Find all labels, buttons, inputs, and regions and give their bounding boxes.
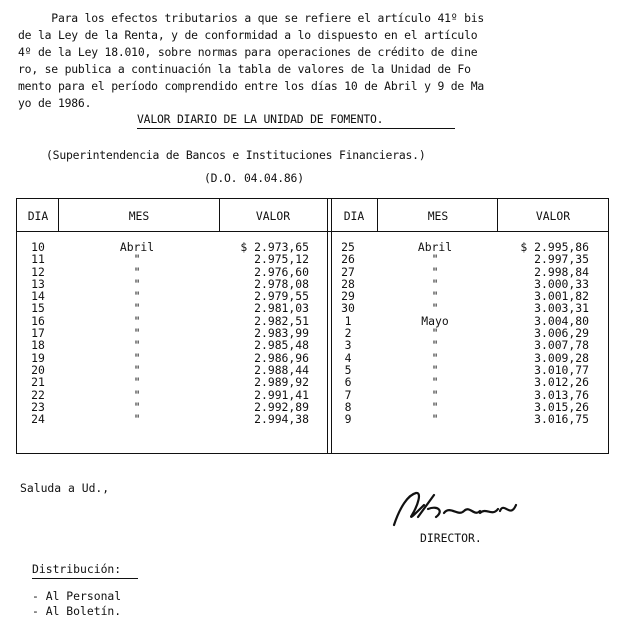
month-cell: " [133, 375, 141, 390]
table-left-border [16, 198, 17, 454]
value-cell: 3.010,77 [534, 362, 589, 377]
divider-day-month-left [58, 198, 59, 231]
day-cell: 27 [341, 264, 355, 279]
header-day-right: DIA [343, 209, 365, 223]
day-cell: 15 [31, 301, 45, 316]
distribution-list [32, 589, 121, 618]
value-cell: 2.978,08 [254, 276, 309, 291]
day-cell: 1 [344, 313, 352, 328]
distribution-title: Distribución: [32, 562, 122, 576]
day-cell: 23 [31, 399, 45, 414]
day-cell: 30 [341, 301, 355, 316]
value-cell: 2.979,55 [254, 289, 309, 304]
value-cell: $ 2.973,65 [240, 240, 309, 254]
value-cell: 2.988,44 [254, 362, 309, 377]
closing-greeting: Saluda a Ud., [20, 481, 110, 495]
intro-line: ro, se publica a continuación la tabla de valores de la Unidad de Fo [18, 62, 471, 76]
day-cell: 7 [344, 387, 352, 402]
value-cell: 2.992,89 [254, 399, 309, 414]
director-signature [388, 487, 528, 531]
month-cell: " [133, 412, 141, 427]
month-column-left [102, 241, 172, 425]
value-cell: 2.981,03 [254, 301, 309, 316]
month-cell: Mayo [421, 313, 449, 328]
intro-line: 4º de la Ley 18.010, sobre normas para operaciones de crédito de dine [18, 45, 478, 59]
value-cell: 3.012,26 [534, 375, 589, 390]
publication-date: (D.O. 04.04.86) [204, 171, 304, 185]
value-cell: 3.007,78 [534, 338, 589, 353]
distribution-item: - Al Boletín. [32, 603, 122, 618]
month-cell: " [133, 326, 141, 341]
month-cell: " [133, 289, 141, 304]
header-value-left: VALOR [255, 209, 291, 223]
value-cell: 3.003,31 [534, 301, 589, 316]
value-cell: 2.994,38 [254, 412, 309, 427]
day-cell: 28 [341, 276, 355, 291]
month-cell: " [133, 264, 141, 279]
day-column-left [24, 241, 52, 425]
day-cell: 3 [344, 338, 352, 353]
value-cell: 2.975,12 [254, 252, 309, 267]
month-cell: Abril [417, 240, 453, 254]
month-cell: Abril [119, 240, 155, 254]
header-day-left: DIA [27, 209, 49, 223]
day-cell: 29 [341, 289, 355, 304]
month-cell: " [133, 313, 141, 328]
month-cell: " [133, 276, 141, 291]
day-cell: 6 [344, 375, 352, 390]
month-cell: " [133, 362, 141, 377]
month-cell: " [431, 375, 439, 390]
header-value-right: VALOR [535, 209, 571, 223]
header-month-right: MES [427, 209, 449, 223]
value-cell: $ 2.995,86 [520, 240, 589, 254]
divider-month-value-left [219, 198, 220, 231]
value-cell: 3.006,29 [534, 326, 589, 341]
value-cell: 2.986,96 [254, 350, 309, 365]
day-cell: 9 [344, 412, 352, 427]
month-cell: " [431, 387, 439, 402]
day-cell: 11 [31, 252, 45, 267]
signer-title: DIRECTOR. [420, 531, 482, 545]
month-cell: " [431, 362, 439, 377]
value-cell: 2.976,60 [254, 264, 309, 279]
month-cell: " [431, 252, 439, 267]
value-column-right [496, 241, 589, 425]
day-cell: 12 [31, 264, 45, 279]
value-cell: 2.989,92 [254, 375, 309, 390]
divider-day-month-right [377, 198, 378, 231]
value-cell: 2.997,35 [534, 252, 589, 267]
month-cell: " [133, 350, 141, 365]
month-cell: " [431, 338, 439, 353]
center-divider-a [327, 198, 328, 454]
day-cell: 16 [31, 313, 45, 328]
month-cell: " [133, 252, 141, 267]
value-cell: 2.985,48 [254, 338, 309, 353]
day-column-right [334, 241, 362, 425]
value-cell: 3.004,80 [534, 313, 589, 328]
month-cell: " [431, 276, 439, 291]
distribution-item: - Al Personal [32, 589, 122, 603]
value-cell: 3.001,82 [534, 289, 589, 304]
day-cell: 5 [344, 362, 352, 377]
day-cell: 8 [344, 399, 352, 414]
month-cell: " [431, 412, 439, 427]
signature-text: Rosende [388, 531, 393, 532]
intro-line: de la Ley de la Renta, y de conformidad a lo dispuesto en el artículo [18, 28, 478, 42]
value-cell: 3.016,75 [534, 412, 589, 427]
value-cell: 3.015,26 [534, 399, 589, 414]
value-cell: 2.998,84 [534, 264, 589, 279]
intro-line: Para los efectos tributarios a que se refiere el artículo 41º bis [18, 11, 485, 25]
header-month-left: MES [128, 209, 150, 223]
month-cell: " [133, 338, 141, 353]
day-cell: 10 [31, 240, 45, 254]
uf-values-table [16, 198, 609, 454]
day-cell: 13 [31, 276, 45, 291]
day-cell: 18 [31, 338, 45, 353]
source-line: (Superintendencia de Bancos e Instituciones Financieras.) [46, 148, 426, 162]
day-cell: 14 [31, 289, 45, 304]
distribution-underline [32, 578, 138, 579]
day-cell: 17 [31, 326, 45, 341]
value-column-left [216, 241, 309, 425]
intro-paragraph [18, 10, 618, 112]
center-divider-b [331, 198, 332, 454]
day-cell: 2 [344, 326, 352, 341]
day-cell: 21 [31, 375, 45, 390]
table-bottom-border [16, 453, 609, 454]
heading-underline [137, 128, 455, 129]
table-right-border [608, 198, 609, 454]
day-cell: 22 [31, 387, 45, 402]
table-heading: VALOR DIARIO DE LA UNIDAD DE FOMENTO. [137, 112, 384, 126]
month-cell: " [133, 301, 141, 316]
month-cell: " [133, 387, 141, 402]
divider-month-value-right [497, 198, 498, 231]
month-cell: " [133, 399, 141, 414]
intro-line: mento para el período comprendido entre los días 10 de Abril y 9 de Ma [18, 79, 485, 93]
value-cell: 3.009,28 [534, 350, 589, 365]
value-cell: 2.983,99 [254, 326, 309, 341]
month-column-right [400, 241, 470, 425]
month-cell: " [431, 301, 439, 316]
value-cell: 2.991,41 [254, 387, 309, 402]
value-cell: 2.982,51 [254, 313, 309, 328]
table-top-border [16, 198, 609, 199]
month-cell: " [431, 399, 439, 414]
month-cell: " [431, 289, 439, 304]
value-cell: 3.000,33 [534, 276, 589, 291]
value-cell: 3.013,76 [534, 387, 589, 402]
day-cell: 19 [31, 350, 45, 365]
day-cell: 26 [341, 252, 355, 267]
day-cell: 25 [341, 240, 355, 254]
month-cell: " [431, 326, 439, 341]
intro-line: yo de 1986. [18, 96, 92, 110]
day-cell: 24 [31, 412, 45, 427]
month-cell: " [431, 350, 439, 365]
table-header-border [16, 231, 609, 232]
day-cell: 4 [344, 350, 352, 365]
month-cell: " [431, 264, 439, 279]
day-cell: 20 [31, 362, 45, 377]
